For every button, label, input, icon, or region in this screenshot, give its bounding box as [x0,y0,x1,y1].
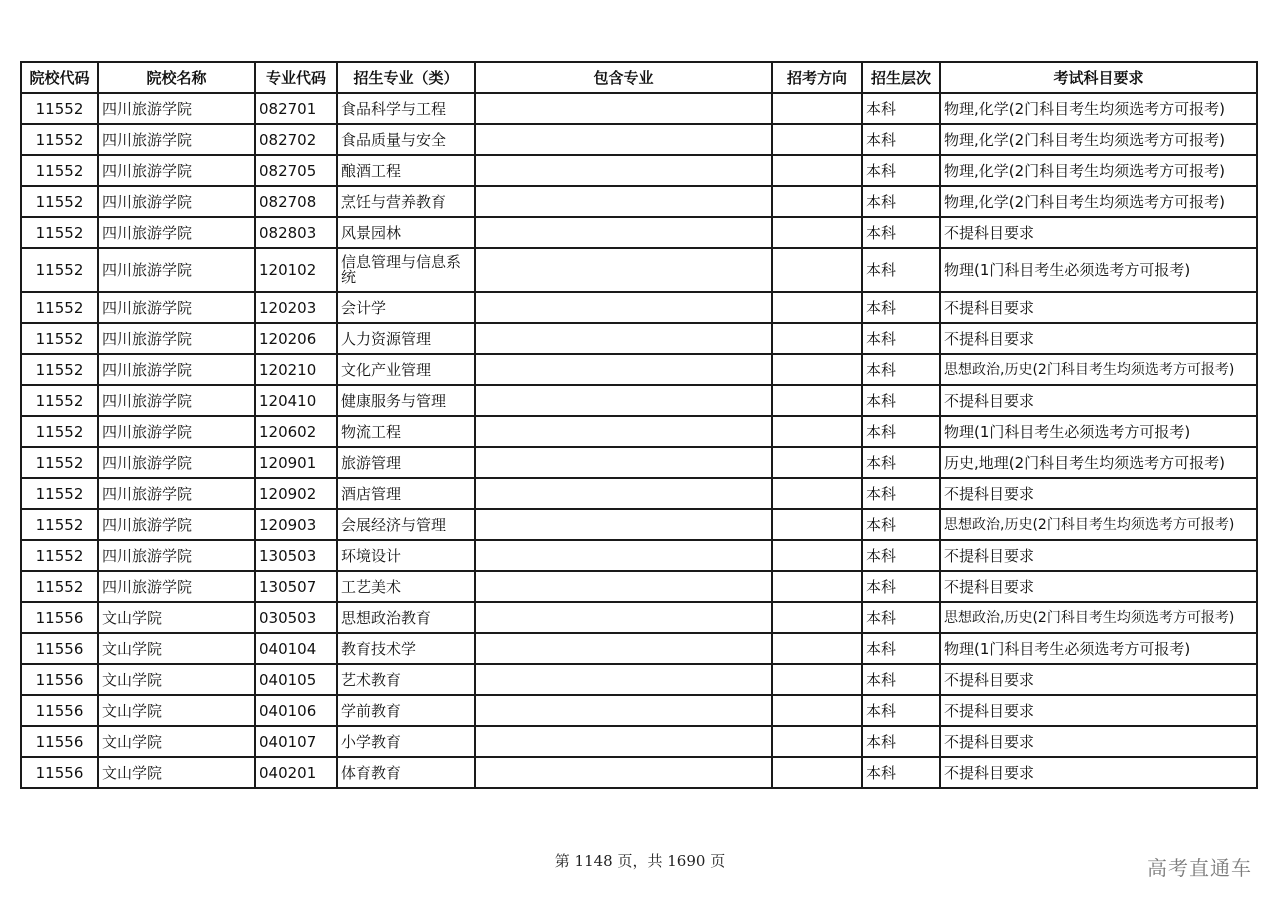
cell-school-code: 11552 [21,155,98,186]
cell-direction [772,292,862,323]
cell-school-code: 11556 [21,602,98,633]
cell-major: 思想政治教育 [337,602,475,633]
cell-major: 食品科学与工程 [337,93,475,124]
cell-included-majors [475,478,772,509]
cell-included-majors [475,385,772,416]
cell-included-majors [475,248,772,292]
cell-included-majors [475,292,772,323]
cell-direction [772,217,862,248]
cell-subject-requirement: 历史,地理(2门科目考生均须选考方可报考) [940,447,1257,478]
cell-major: 会计学 [337,292,475,323]
cell-school-name: 四川旅游学院 [98,416,255,447]
cell-direction [772,633,862,664]
header-school-name: 院校名称 [98,62,255,93]
cell-major-code: 040106 [255,695,337,726]
cell-subject-requirement: 不提科目要求 [940,664,1257,695]
cell-school-code: 11556 [21,633,98,664]
cell-major: 酿酒工程 [337,155,475,186]
cell-subject-requirement: 思想政治,历史(2门科目考生均须选考方可报考) [940,602,1257,633]
table-row [21,509,1257,540]
cell-school-name: 文山学院 [98,757,255,788]
cell-level: 本科 [862,757,940,788]
cell-direction [772,757,862,788]
cell-major: 会展经济与管理 [337,509,475,540]
cell-school-name: 四川旅游学院 [98,478,255,509]
cell-direction [772,571,862,602]
table-row [21,186,1257,217]
table-row [21,664,1257,695]
table-row [21,93,1257,124]
cell-school-code: 11552 [21,571,98,602]
cell-subject-requirement: 物理,化学(2门科目考生均须选考方可报考) [940,155,1257,186]
cell-school-name: 文山学院 [98,633,255,664]
cell-level: 本科 [862,726,940,757]
cell-school-name: 四川旅游学院 [98,540,255,571]
table-row [21,323,1257,354]
cell-major-code: 120903 [255,509,337,540]
cell-direction [772,726,862,757]
cell-subject-requirement: 物理,化学(2门科目考生均须选考方可报考) [940,93,1257,124]
cell-major: 小学教育 [337,726,475,757]
table-row [21,292,1257,323]
cell-included-majors [475,571,772,602]
cell-direction [772,695,862,726]
cell-included-majors [475,217,772,248]
cell-school-code: 11552 [21,478,98,509]
cell-major: 信息管理与信息系统 [337,248,475,292]
watermark-logo: 高考直通车 [1147,856,1252,880]
cell-major-code: 120210 [255,354,337,385]
cell-included-majors [475,540,772,571]
cell-direction [772,354,862,385]
header-school-code: 院校代码 [21,62,98,93]
cell-school-name: 四川旅游学院 [98,509,255,540]
cell-major: 人力资源管理 [337,323,475,354]
cell-major-code: 082702 [255,124,337,155]
cell-level: 本科 [862,416,940,447]
table-row [21,540,1257,571]
cell-school-name: 文山学院 [98,602,255,633]
cell-school-code: 11552 [21,124,98,155]
admissions-table-container [20,61,1256,789]
cell-direction [772,248,862,292]
cell-school-code: 11552 [21,447,98,478]
cell-level: 本科 [862,571,940,602]
cell-school-name: 四川旅游学院 [98,155,255,186]
table-row [21,757,1257,788]
cell-direction [772,124,862,155]
cell-major: 健康服务与管理 [337,385,475,416]
cell-school-name: 四川旅游学院 [98,93,255,124]
cell-subject-requirement: 不提科目要求 [940,385,1257,416]
cell-major: 旅游管理 [337,447,475,478]
cell-school-name: 四川旅游学院 [98,124,255,155]
cell-level: 本科 [862,633,940,664]
cell-level: 本科 [862,155,940,186]
cell-major: 艺术教育 [337,664,475,695]
cell-school-code: 11552 [21,217,98,248]
cell-direction [772,323,862,354]
cell-major: 风景园林 [337,217,475,248]
table-row [21,602,1257,633]
cell-major-code: 040201 [255,757,337,788]
cell-level: 本科 [862,186,940,217]
cell-included-majors [475,124,772,155]
cell-school-code: 11552 [21,509,98,540]
table-row [21,124,1257,155]
cell-major: 物流工程 [337,416,475,447]
cell-major-code: 120203 [255,292,337,323]
cell-included-majors [475,602,772,633]
cell-school-code: 11552 [21,93,98,124]
cell-school-code: 11556 [21,726,98,757]
cell-direction [772,664,862,695]
table-row [21,478,1257,509]
cell-school-code: 11552 [21,416,98,447]
table-row [21,571,1257,602]
cell-school-code: 11552 [21,354,98,385]
cell-major: 文化产业管理 [337,354,475,385]
cell-school-name: 四川旅游学院 [98,385,255,416]
cell-level: 本科 [862,540,940,571]
table-row [21,155,1257,186]
cell-subject-requirement: 不提科目要求 [940,540,1257,571]
cell-major: 酒店管理 [337,478,475,509]
table-row [21,217,1257,248]
cell-school-name: 四川旅游学院 [98,248,255,292]
cell-school-name: 文山学院 [98,726,255,757]
cell-included-majors [475,509,772,540]
cell-school-name: 四川旅游学院 [98,323,255,354]
table-row [21,726,1257,757]
cell-subject-requirement: 物理,化学(2门科目考生均须选考方可报考) [940,186,1257,217]
cell-major-code: 082705 [255,155,337,186]
cell-school-name: 四川旅游学院 [98,186,255,217]
cell-level: 本科 [862,478,940,509]
cell-major-code: 120206 [255,323,337,354]
cell-subject-requirement: 物理(1门科目考生必须选考方可报考) [940,633,1257,664]
cell-direction [772,509,862,540]
cell-school-code: 11552 [21,248,98,292]
cell-school-code: 11552 [21,292,98,323]
cell-included-majors [475,323,772,354]
header-included-majors: 包含专业 [475,62,772,93]
table-row [21,416,1257,447]
cell-major-code: 040104 [255,633,337,664]
cell-major-code: 120602 [255,416,337,447]
cell-school-code: 11552 [21,323,98,354]
table-header-row [21,62,1257,93]
cell-level: 本科 [862,509,940,540]
cell-subject-requirement: 不提科目要求 [940,571,1257,602]
cell-major-code: 130503 [255,540,337,571]
header-subject-requirement: 考试科目要求 [940,62,1257,93]
cell-school-name: 四川旅游学院 [98,292,255,323]
cell-subject-requirement: 不提科目要求 [940,695,1257,726]
cell-level: 本科 [862,124,940,155]
cell-level: 本科 [862,93,940,124]
table-row [21,447,1257,478]
cell-major-code: 040105 [255,664,337,695]
cell-major: 学前教育 [337,695,475,726]
cell-subject-requirement: 不提科目要求 [940,726,1257,757]
cell-school-name: 四川旅游学院 [98,217,255,248]
cell-subject-requirement: 不提科目要求 [940,323,1257,354]
cell-level: 本科 [862,602,940,633]
cell-subject-requirement: 不提科目要求 [940,757,1257,788]
cell-direction [772,93,862,124]
cell-included-majors [475,186,772,217]
cell-school-name: 四川旅游学院 [98,571,255,602]
table-row [21,633,1257,664]
cell-major: 体育教育 [337,757,475,788]
cell-school-code: 11556 [21,695,98,726]
cell-school-name: 四川旅游学院 [98,354,255,385]
cell-subject-requirement: 物理(1门科目考生必须选考方可报考) [940,248,1257,292]
cell-school-code: 11552 [21,186,98,217]
cell-subject-requirement: 思想政治,历史(2门科目考生均须选考方可报考) [940,509,1257,540]
cell-level: 本科 [862,385,940,416]
cell-school-code: 11556 [21,757,98,788]
cell-major-code: 120102 [255,248,337,292]
cell-major: 烹饪与营养教育 [337,186,475,217]
cell-school-code: 11556 [21,664,98,695]
cell-school-code: 11552 [21,385,98,416]
table-row [21,695,1257,726]
cell-level: 本科 [862,447,940,478]
cell-subject-requirement: 不提科目要求 [940,217,1257,248]
cell-direction [772,186,862,217]
cell-level: 本科 [862,695,940,726]
cell-included-majors [475,447,772,478]
cell-major-code: 120410 [255,385,337,416]
cell-subject-requirement: 不提科目要求 [940,478,1257,509]
cell-level: 本科 [862,323,940,354]
cell-school-code: 11552 [21,540,98,571]
cell-school-name: 四川旅游学院 [98,447,255,478]
cell-major: 环境设计 [337,540,475,571]
table-row [21,354,1257,385]
table-body [21,93,1257,788]
cell-level: 本科 [862,217,940,248]
cell-level: 本科 [862,248,940,292]
cell-direction [772,447,862,478]
cell-school-name: 文山学院 [98,695,255,726]
cell-major-code: 082708 [255,186,337,217]
cell-major-code: 082803 [255,217,337,248]
cell-major-code: 030503 [255,602,337,633]
cell-included-majors [475,416,772,447]
cell-direction [772,478,862,509]
cell-direction [772,540,862,571]
cell-direction [772,155,862,186]
cell-major: 工艺美术 [337,571,475,602]
cell-subject-requirement: 物理(1门科目考生必须选考方可报考) [940,416,1257,447]
cell-major-code: 120902 [255,478,337,509]
cell-included-majors [475,155,772,186]
cell-level: 本科 [862,664,940,695]
cell-major-code: 040107 [255,726,337,757]
page-number: 第 1148 页，共 1690 页 [554,852,726,870]
cell-direction [772,416,862,447]
cell-included-majors [475,93,772,124]
header-direction: 招考方向 [772,62,862,93]
cell-included-majors [475,633,772,664]
cell-major-code: 120901 [255,447,337,478]
header-major: 招生专业（类） [337,62,475,93]
cell-direction [772,385,862,416]
cell-included-majors [475,695,772,726]
cell-included-majors [475,664,772,695]
table-row [21,385,1257,416]
cell-subject-requirement: 不提科目要求 [940,292,1257,323]
header-major-code: 专业代码 [255,62,337,93]
cell-level: 本科 [862,354,940,385]
admissions-table [20,61,1258,789]
cell-included-majors [475,354,772,385]
cell-included-majors [475,757,772,788]
cell-direction [772,602,862,633]
cell-subject-requirement: 思想政治,历史(2门科目考生均须选考方可报考) [940,354,1257,385]
cell-subject-requirement: 物理,化学(2门科目考生均须选考方可报考) [940,124,1257,155]
cell-major: 教育技术学 [337,633,475,664]
cell-level: 本科 [862,292,940,323]
cell-major: 食品质量与安全 [337,124,475,155]
cell-school-name: 文山学院 [98,664,255,695]
cell-included-majors [475,726,772,757]
cell-major-code: 130507 [255,571,337,602]
header-level: 招生层次 [862,62,940,93]
cell-major-code: 082701 [255,93,337,124]
table-row [21,248,1257,292]
